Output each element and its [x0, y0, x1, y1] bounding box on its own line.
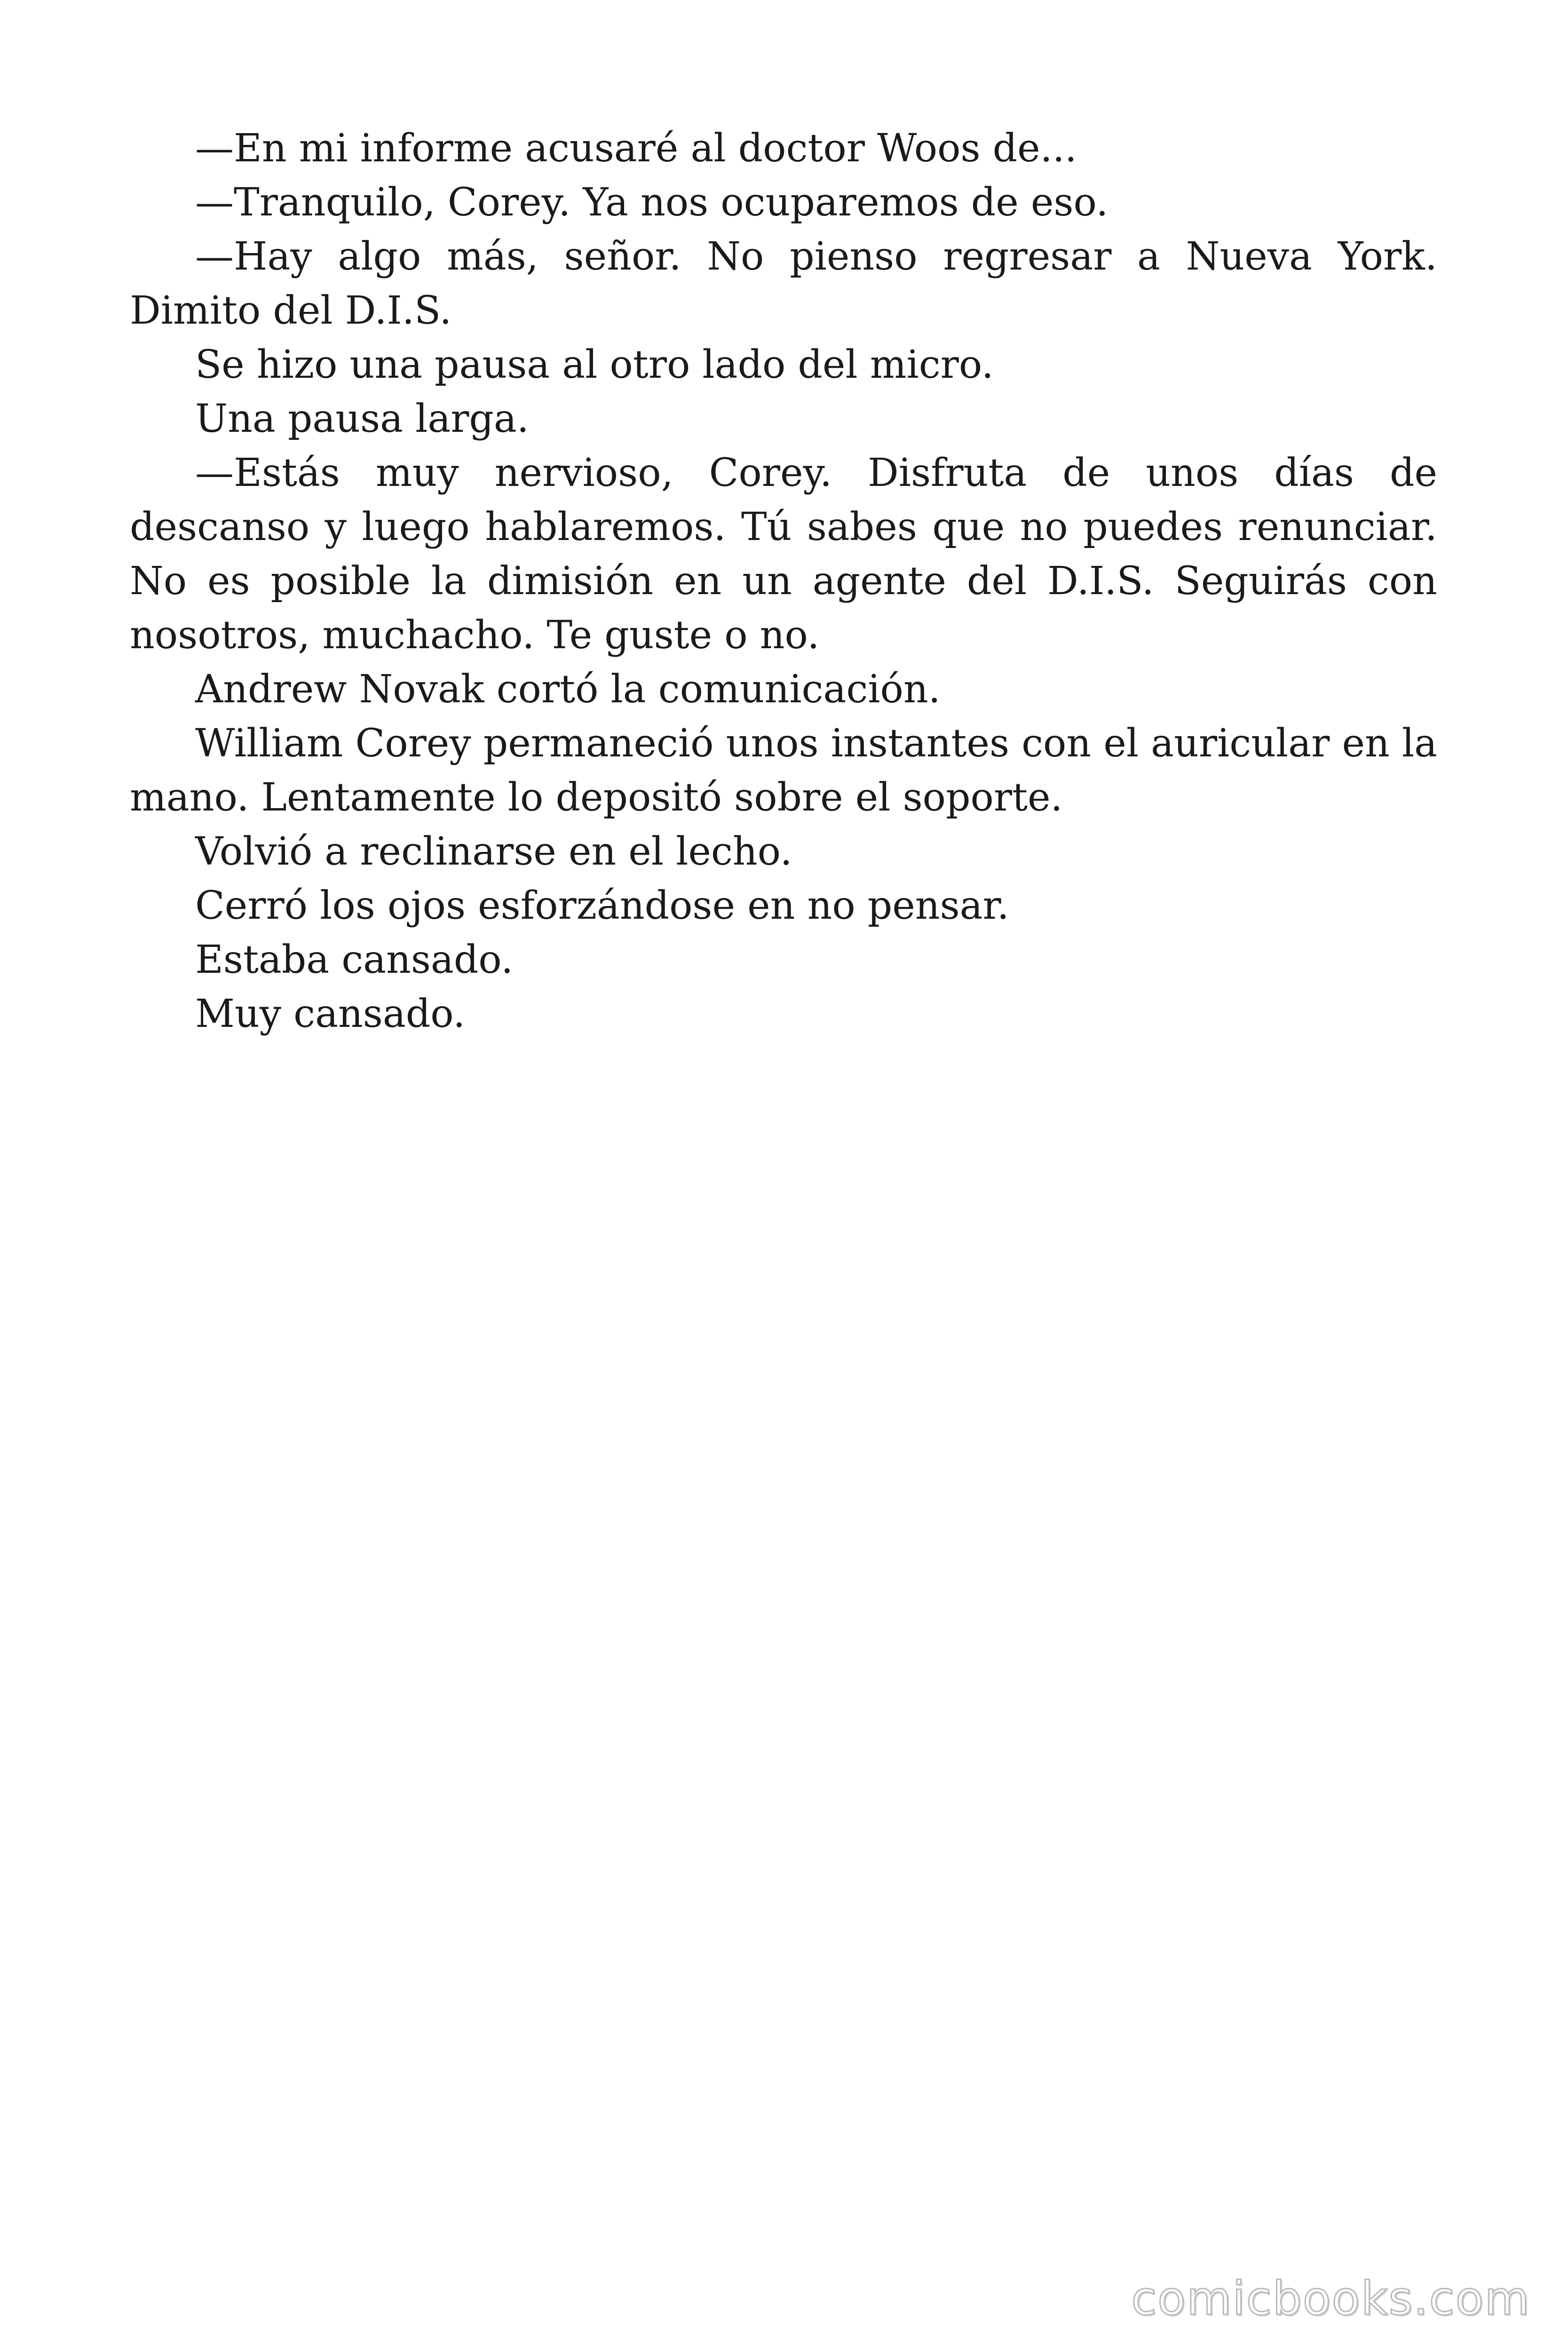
paragraph: Estaba cansado.: [195, 938, 514, 982]
paragraph: —Tranquilo, Corey. Ya nos ocuparemos de eso.: [195, 180, 1109, 225]
paragraph: Andrew Novak cortó la comunicación.: [195, 667, 941, 712]
paragraph: —En mi informe acusaré al doctor Woos de...: [195, 126, 1077, 171]
paragraph: William Corey permaneció unos instantes con el auricular en la mano. Lentamente lo depositó sobre el soporte.: [130, 721, 1437, 820]
body-text: [130, 121, 1437, 1041]
paragraph: —Estás muy nervioso, Corey. Disfruta de unos días de descanso y luego hablaremos. Tú sabes que no puedes renunciar. No es posible la dimisión en un agente del D.I.S. Seguirás con nosotros, muchacho. Te guste o no.: [130, 451, 1437, 658]
paragraph: —Hay algo más, señor. No pienso regresar a Nueva York. Dimito del D.I.S.: [130, 234, 1437, 333]
paragraph: Una pausa larga.: [195, 397, 529, 441]
paragraph: Cerró los ojos esforzándose en no pensar.: [195, 883, 1009, 928]
watermark: comicbooks.com: [1131, 2272, 1530, 2326]
paragraph: Volvió a reclinarse en el lecho.: [195, 829, 792, 874]
paragraph: Muy cansado.: [195, 992, 466, 1036]
paragraph: Se hizo una pausa al otro lado del micro.: [195, 342, 994, 387]
